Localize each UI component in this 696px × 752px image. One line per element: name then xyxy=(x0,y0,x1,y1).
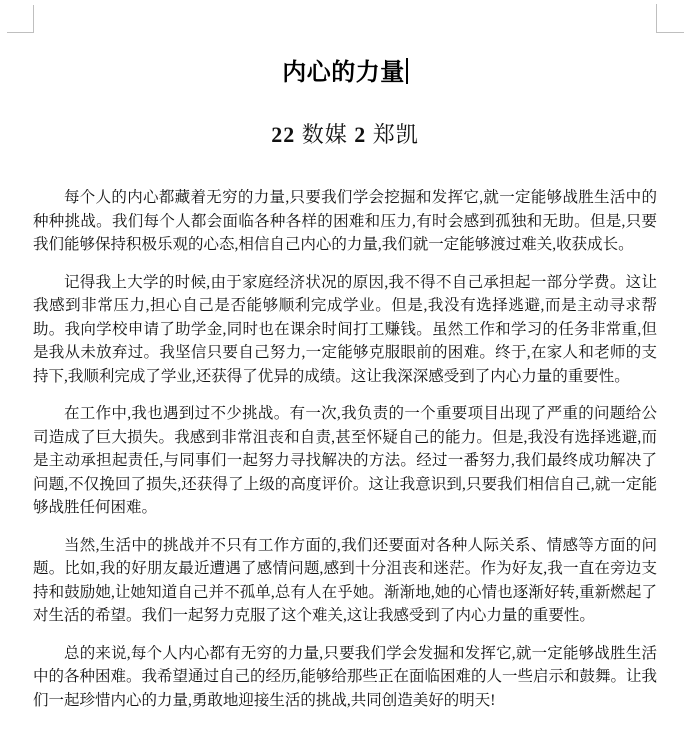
margin-mark-top-left-icon xyxy=(7,5,34,33)
text-cursor xyxy=(406,58,408,84)
author-line[interactable] xyxy=(33,122,657,148)
margin-mark-top-right-icon xyxy=(656,4,684,33)
title-text: 内心的力量 xyxy=(282,59,405,86)
document-body[interactable] xyxy=(33,32,657,712)
paragraph-4[interactable]: 当然,生活中的挑战并不只有工作方面的,我们还要面对各种人际关系、情感等方面的问题。比如,我的好朋友最近遭遇了感情问题,感到十分沮丧和迷茫。作为好友,我一直在旁边支持和鼓励她,让她知道自己并不孤单,总有人在乎她。渐渐地,她的心情也逐渐好转,重新燃起了对生活的希望。我们一起努力克服了这个难关,这让我感受到了内心力量的重要性。 xyxy=(33,536,657,624)
essay-text xyxy=(33,186,657,712)
paragraph-1[interactable]: 每个人的内心都藏着无穷的力量,只要我们学会挖掘和发挥它,就一定能够战胜生活中的种种挑战。我们每个人都会面临各种各样的困难和压力,有时会感到孤独和无助。但是,只要我们能够保持积极乐观的心态,相信自己内心的力量,我们就一定能够渡过难关,收获成长。 xyxy=(33,189,657,253)
byline-major: 数媒 xyxy=(301,122,348,147)
byline-class-number: 2 xyxy=(354,122,367,147)
paragraph-2[interactable]: 记得我上大学的时候,由于家庭经济状况的原因,我不得不自己承担起一部分学费。这让我感到非常压力,担心自己是否能够顺利完成学业。但是,我没有选择逃避,而是主动寻求帮助。我向学校申请了助学金,同时也在课余时间打工赚钱。虽然工作和学习的任务非常重,但是我从未放弃过。我坚信只要自己努力,一定能够克服眼前的困难。终于,在家人和老师的支持下,我顺利完成了学业,还获得了优异的成绩。这让我深深感受到了内心力量的重要性。 xyxy=(33,273,657,385)
byline-author-name: 郑凯 xyxy=(372,122,419,147)
paragraph-5[interactable]: 总的来说,每个人内心都有无穷的力量,只要我们学会发掘和发挥它,就一定能够战胜生活中的各种困难。我希望通过自己的经历,能够给那些正在面临困难的人一些启示和鼓舞。让我们一起珍惜内心的力量,勇敢地迎接生活的挑战,共同创造美好的明天! xyxy=(33,644,657,709)
paragraph-3[interactable]: 在工作中,我也遇到过不少挑战。有一次,我负责的一个重要项目出现了严重的问题给公司造成了巨大损失。我感到非常沮丧和自责,甚至怀疑自己的能力。但是,我没有选择逃避,而是主动承担起责任,与同事们一起努力寻找解决的方法。经过一番努力,我们最终成功解决了问题,不仅挽回了损失,还获得了上级的高度评价。这让我意识到,只要我们相信自己,就一定能够战胜任何困难。 xyxy=(33,405,657,516)
byline-cohort: 22 xyxy=(271,122,296,147)
document-title[interactable] xyxy=(33,58,657,87)
